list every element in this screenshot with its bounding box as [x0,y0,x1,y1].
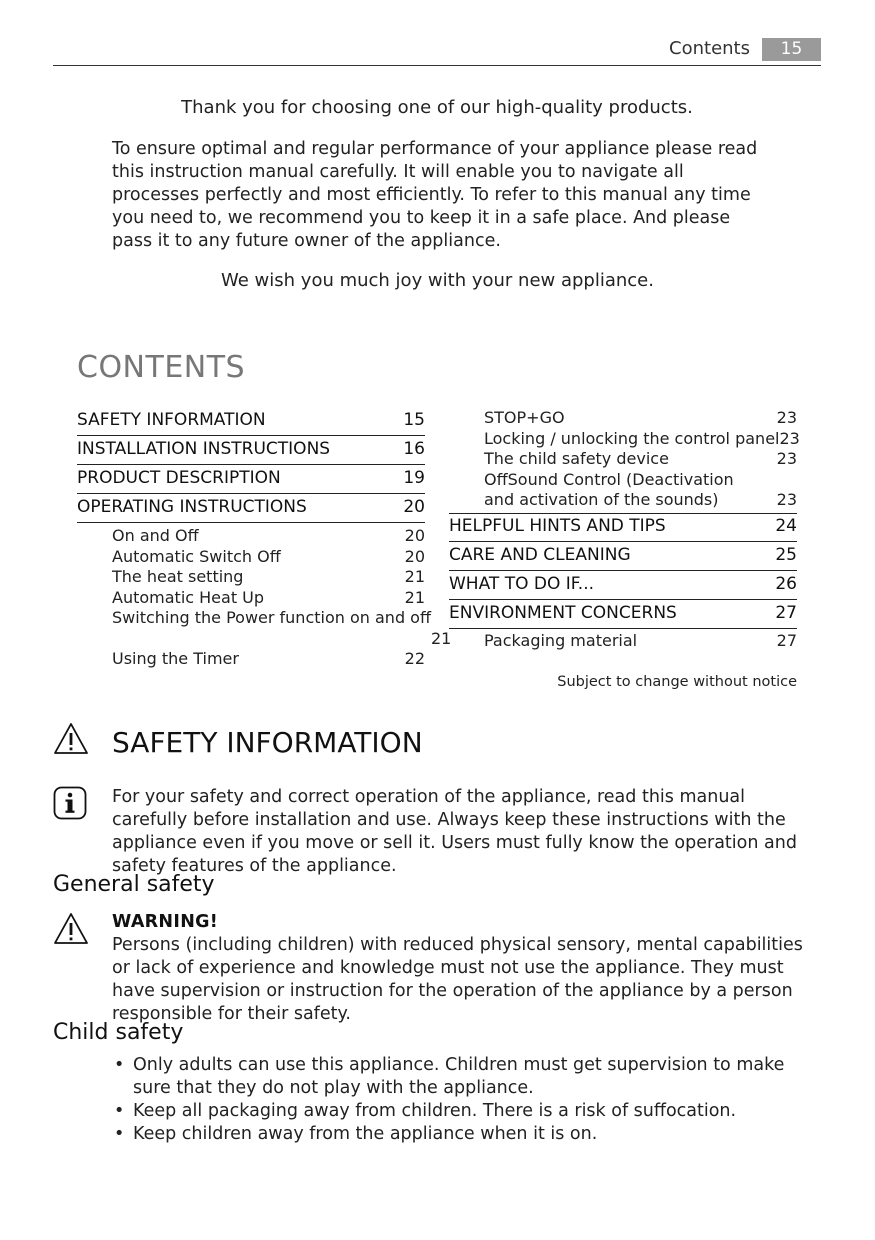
toc-page: 21 [404,587,425,607]
contents-title: CONTENTS [77,350,246,385]
toc-page: 15 [403,410,425,430]
child-safety-heading: Child safety [53,1020,184,1045]
safety-paragraph: For your safety and correct operation of the appliance, read this manual carefully before installation and use. Always keep these instructions with the appliance even if you move or sell it. Users must fully know the operation and safety features of the appliance. [112,787,797,876]
toc-label: INSTALLATION INSTRUCTIONS [77,439,331,459]
toc-page: 20 [404,546,425,566]
info-icon [53,786,87,824]
toc-label: CARE AND CLEANING [449,544,631,565]
toc-label: Automatic Switch Off [112,546,281,566]
toc-label: HELPFUL HINTS AND TIPS [449,515,666,536]
safety-heading: SAFETY INFORMATION [112,726,423,759]
toc-subentry[interactable] [77,608,452,649]
toc-page: 25 [775,544,797,565]
toc-page: 27 [775,602,797,623]
intro-wish: We wish you much joy with your new appliance. [221,270,654,291]
toc-label: The heat setting [112,567,244,586]
toc-left-column [77,408,452,670]
warning-triangle-icon [53,722,89,760]
toc-page: 16 [403,439,425,459]
list-item: • Keep all packaging away from children. There is a risk of suffocation. [112,1100,812,1123]
toc-page: 19 [403,468,425,488]
general-safety-heading: General safety [53,872,215,897]
toc-label: PRODUCT DESCRIPTION [77,468,281,488]
toc-page: 23 [776,490,797,509]
warning-text: Persons (including children) with reduced physical sensory, mental capabilities or lack of experience and knowledge must not use the appliance. They must have supervision or instruction for the operation of the appliance by a person responsible for their safety. [112,935,803,1024]
toc-subentry[interactable] [449,470,797,514]
toc-label: The child safety device [484,449,669,468]
toc-label: OffSound Control (Deactivation and activation of the sounds) [484,469,734,509]
warning-title: WARNING! [112,912,219,932]
list-item: • Only adults can use this appliance. Children must get supervision to make sure that they do not play with the appliance. [112,1054,812,1100]
toc-entry-product[interactable] [77,466,425,494]
toc-page: 23 [776,449,797,468]
toc-label: Locking / unlocking the control panel [484,428,780,448]
toc-label: WHAT TO DO IF... [449,573,595,594]
toc-right-column [449,408,800,652]
toc-page: 20 [403,497,425,517]
toc-entry-installation[interactable] [77,437,425,465]
toc-label: Switching the Power function on and off [112,608,431,627]
toc-label: OPERATING INSTRUCTIONS [77,497,307,517]
toc-page: 22 [404,649,425,668]
page-number: 15 [762,38,821,61]
toc-page: 26 [775,573,797,594]
toc-page: 21 [404,567,425,586]
toc-page: 23 [779,428,800,448]
list-item: • Keep children away from the appliance when it is on. [112,1123,812,1146]
toc-page: 23 [776,408,797,427]
toc-page: 21 [431,628,452,648]
toc-subentry[interactable] [449,449,797,470]
toc-entry-what-to-do[interactable] [449,572,797,600]
toc-entry-safety[interactable] [77,408,425,436]
toc-label: STOP+GO [484,408,565,427]
toc-label: Automatic Heat Up [112,587,265,607]
toc-label: SAFETY INFORMATION [77,410,266,430]
toc-page: 20 [404,526,425,545]
warning-triangle-icon [53,912,89,950]
child-safety-list [112,1054,812,1146]
toc-entry-hints[interactable] [449,514,797,542]
toc-subentry[interactable] [77,526,425,547]
subject-to-change-note: Subject to change without notice [557,674,797,690]
header-section-title: Contents [669,38,750,59]
toc-subentry[interactable] [449,630,797,652]
toc-label: On and Off [112,526,199,545]
toc-label: ENVIRONMENT CONCERNS [449,602,677,623]
toc-entry-operating[interactable] [77,495,425,523]
toc-subentry[interactable] [77,547,425,568]
toc-entry-environment[interactable] [449,601,797,629]
header-rule [53,65,821,66]
intro-paragraph: To ensure optimal and regular performance of your appliance please read this instruction manual carefully. It will enable you to navigate all processes perfectly and most efficiently. To refer to this manual any time you need to, we recommend you to keep it in a safe place. And please pass it to any future owner of the appliance. [112,139,758,251]
toc-subentry[interactable] [77,567,425,588]
intro-thanks: Thank you for choosing one of our high-quality products. [181,97,693,118]
toc-label: Using the Timer [112,649,239,668]
toc-label: Packaging material [484,630,638,650]
toc-subentry[interactable] [449,428,800,450]
toc-subentry[interactable] [77,649,425,670]
toc-page: 27 [776,630,797,650]
toc-subentry[interactable] [77,588,425,609]
toc-entry-care[interactable] [449,543,797,571]
toc-page: 24 [775,515,797,536]
toc-subentry[interactable] [449,408,797,429]
